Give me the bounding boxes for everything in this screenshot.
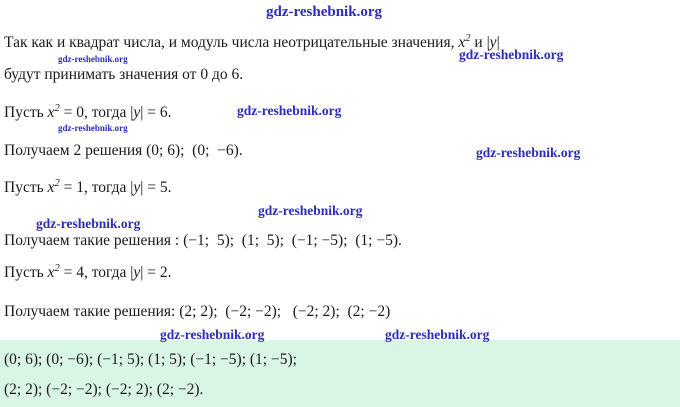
watermark-c: gdz-reshebnik.org <box>58 123 128 133</box>
line-8-text: Получаем такие решения: (2; 2); (−2; −2); (−2; 2); (2; −2) <box>4 303 391 320</box>
text-line-7 <box>4 263 171 281</box>
text-line-4 <box>4 142 243 159</box>
watermark-b: gdz-reshebnik.org <box>459 47 564 62</box>
line-2-text: будут принимать значения от 0 до 6. <box>4 66 244 83</box>
line-7-text: Пусть $x^2 = 4$, тогда |y| = 2. <box>4 263 172 282</box>
text-line-1 <box>4 33 500 51</box>
text-line-3 <box>4 103 171 121</box>
watermark-f: gdz-reshebnik.org <box>258 203 363 218</box>
line-6-text: Получаем такие решения : (−1; 5); (1; 5); (−1; −5); (1; −5). <box>4 232 402 249</box>
line-1-text: Так как и квадрат числа, и модуль числа неотрицательные значения, $x^2$ и |y| <box>4 33 500 52</box>
watermark-h: gdz-reshebnik.org <box>160 327 265 342</box>
watermark-i: gdz-reshebnik.org <box>385 327 490 342</box>
line-3-text: Пусть $x^2 = 0$, тогда |y| = 6. <box>4 103 172 122</box>
watermark-d: gdz-reshebnik.org <box>237 103 342 118</box>
text-line-8 <box>4 303 390 320</box>
line-4-text: Получаем 2 решения (0; 6); (0; −6). <box>4 142 243 159</box>
watermark-g: gdz-reshebnik.org <box>36 216 141 231</box>
answer-line-2: (2; 2); (−2; −2); (−2; 2); (2; −2). <box>4 381 204 398</box>
answer-line-1: (0; 6); (0; −6); (−1; 5); (1; 5); (−1; −5); (1; −5); <box>4 351 297 368</box>
text-line-6 <box>4 232 402 249</box>
watermark-e: gdz-reshebnik.org <box>476 145 581 160</box>
text-line-5 <box>4 178 171 196</box>
watermark-a: gdz-reshebnik.org <box>58 54 128 64</box>
watermark-top: gdz-reshebnik.org <box>266 4 382 20</box>
text-line-2 <box>4 66 243 83</box>
line-5-text: Пусть $x^2 = 1$, тогда |y| = 5. <box>4 178 172 197</box>
